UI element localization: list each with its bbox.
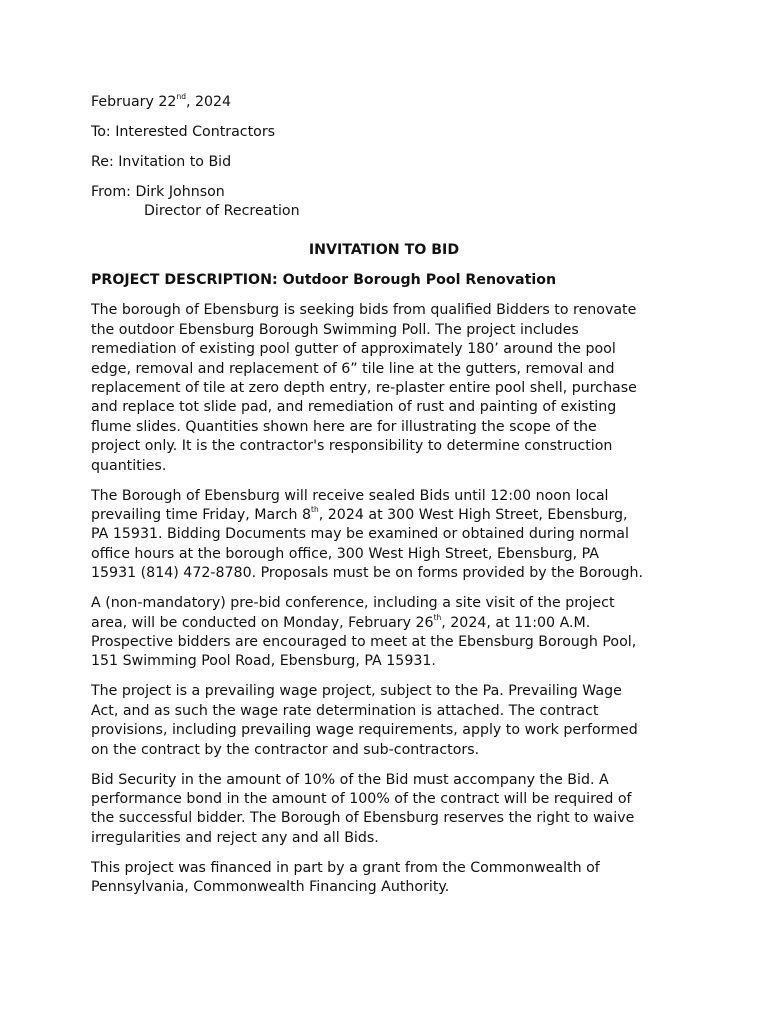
letter-to: To: Interested Contractors: [91, 124, 276, 140]
paragraph-line: replacement of tile at zero depth entry, re-plaster entire pool shell, purchase: [91, 379, 637, 396]
paragraph-line: Bid Security in the amount of 10% of the Bid must accompany the Bid. A: [91, 771, 609, 788]
paragraph-line: edge, removal and replacement of 6” tile line at the gutters, removal and: [91, 360, 615, 377]
paragraph-line: quantities.: [91, 457, 167, 474]
paragraph-line: and replace tot slide pad, and remediation of rust and painting of existing: [91, 399, 617, 416]
paragraph-line: The Borough of Ebensburg will receive sealed Bids until 12:00 noon local: [91, 487, 609, 504]
conference-date-text: area, will be conducted on Monday, February 26: [91, 614, 434, 631]
paragraph-line: the outdoor Ebensburg Borough Swimming Poll. The project includes: [91, 321, 579, 338]
paragraph-line: irregularities and reject any and all Bids.: [91, 829, 379, 846]
letter-from: From: Dirk Johnson: [91, 184, 225, 200]
paragraph-line: provisions, including prevailing wage requirements, apply to work performed: [91, 722, 638, 739]
paragraph-line: [91, 614, 691, 633]
paragraph-prebid-conference: [91, 594, 691, 672]
paragraph-line: [91, 506, 691, 525]
paragraph-prevailing-wage: [91, 682, 691, 760]
bid-date-text: prevailing time Friday, March 8: [91, 506, 312, 523]
paragraph-line: The borough of Ebensburg is seeking bids from qualified Bidders to renovate: [91, 302, 637, 319]
bid-date-ordinal: th: [311, 505, 319, 515]
paragraph-line: office hours at the borough office, 300 West High Street, Ebensburg, PA: [91, 545, 599, 562]
paragraph-line: on the contract by the contractor and sub-contractors.: [91, 741, 480, 758]
date-year: , 2024: [185, 94, 232, 110]
letter-date: [91, 93, 691, 112]
paragraph-line: A (non-mandatory) pre-bid conference, including a site visit of the project: [91, 595, 615, 612]
date-ordinal: nd: [176, 92, 186, 102]
paragraph-line: 151 Swimming Pool Road, Ebensburg, PA 15931.: [91, 653, 436, 670]
paragraph-sealed-bids: [91, 487, 691, 584]
paragraph-line: project only. It is the contractor's responsibility to determine construction: [91, 438, 613, 455]
conference-date-tail: , 2024, at 11:00 A.M.: [441, 614, 591, 631]
paragraph-financing: [91, 859, 691, 898]
paragraph-line: PA 15931. Bidding Documents may be examined or obtained during normal: [91, 526, 629, 543]
paragraph-line: the successful bidder. The Borough of Ebensburg reserves the right to waive: [91, 810, 635, 827]
paragraph-line: Act, and as such the wage rate determination is attached. The contract: [91, 702, 599, 719]
paragraph-line: 15931 (814) 472-8780. Proposals must be on forms provided by the Borough.: [91, 565, 644, 582]
bid-date-tail: , 2024 at 300 West High Street, Ebensburg,: [318, 506, 628, 523]
paragraph-line: performance bond in the amount of 100% of the contract will be required of: [91, 791, 632, 808]
paragraph-project-scope: [91, 301, 691, 476]
paragraph-bid-security: [91, 771, 691, 849]
document-title: INVITATION TO BID: [308, 242, 460, 259]
paragraph-line: remediation of existing pool gutter of approximately 180’ around the pool: [91, 341, 616, 358]
letter-body: [91, 93, 691, 908]
paragraph-line: flume slides. Quantities shown here are for illustrating the scope of the: [91, 418, 597, 435]
letter-from-title: Director of Recreation: [144, 203, 300, 220]
date-text: February 22: [91, 94, 177, 110]
project-heading: PROJECT DESCRIPTION: Outdoor Borough Pool Renovation: [91, 272, 557, 289]
conference-date-ordinal: th: [433, 612, 442, 622]
paragraph-line: This project was financed in part by a grant from the Commonwealth of: [91, 859, 600, 876]
paragraph-line: The project is a prevailing wage project, subject to the Pa. Prevailing Wage: [91, 683, 622, 700]
letter-re: Re: Invitation to Bid: [91, 154, 232, 170]
paragraph-line: Prospective bidders are encouraged to meet at the Ebensburg Borough Pool,: [91, 634, 637, 650]
paragraph-line: Pennsylvania, Commonwealth Financing Authority.: [91, 879, 450, 896]
